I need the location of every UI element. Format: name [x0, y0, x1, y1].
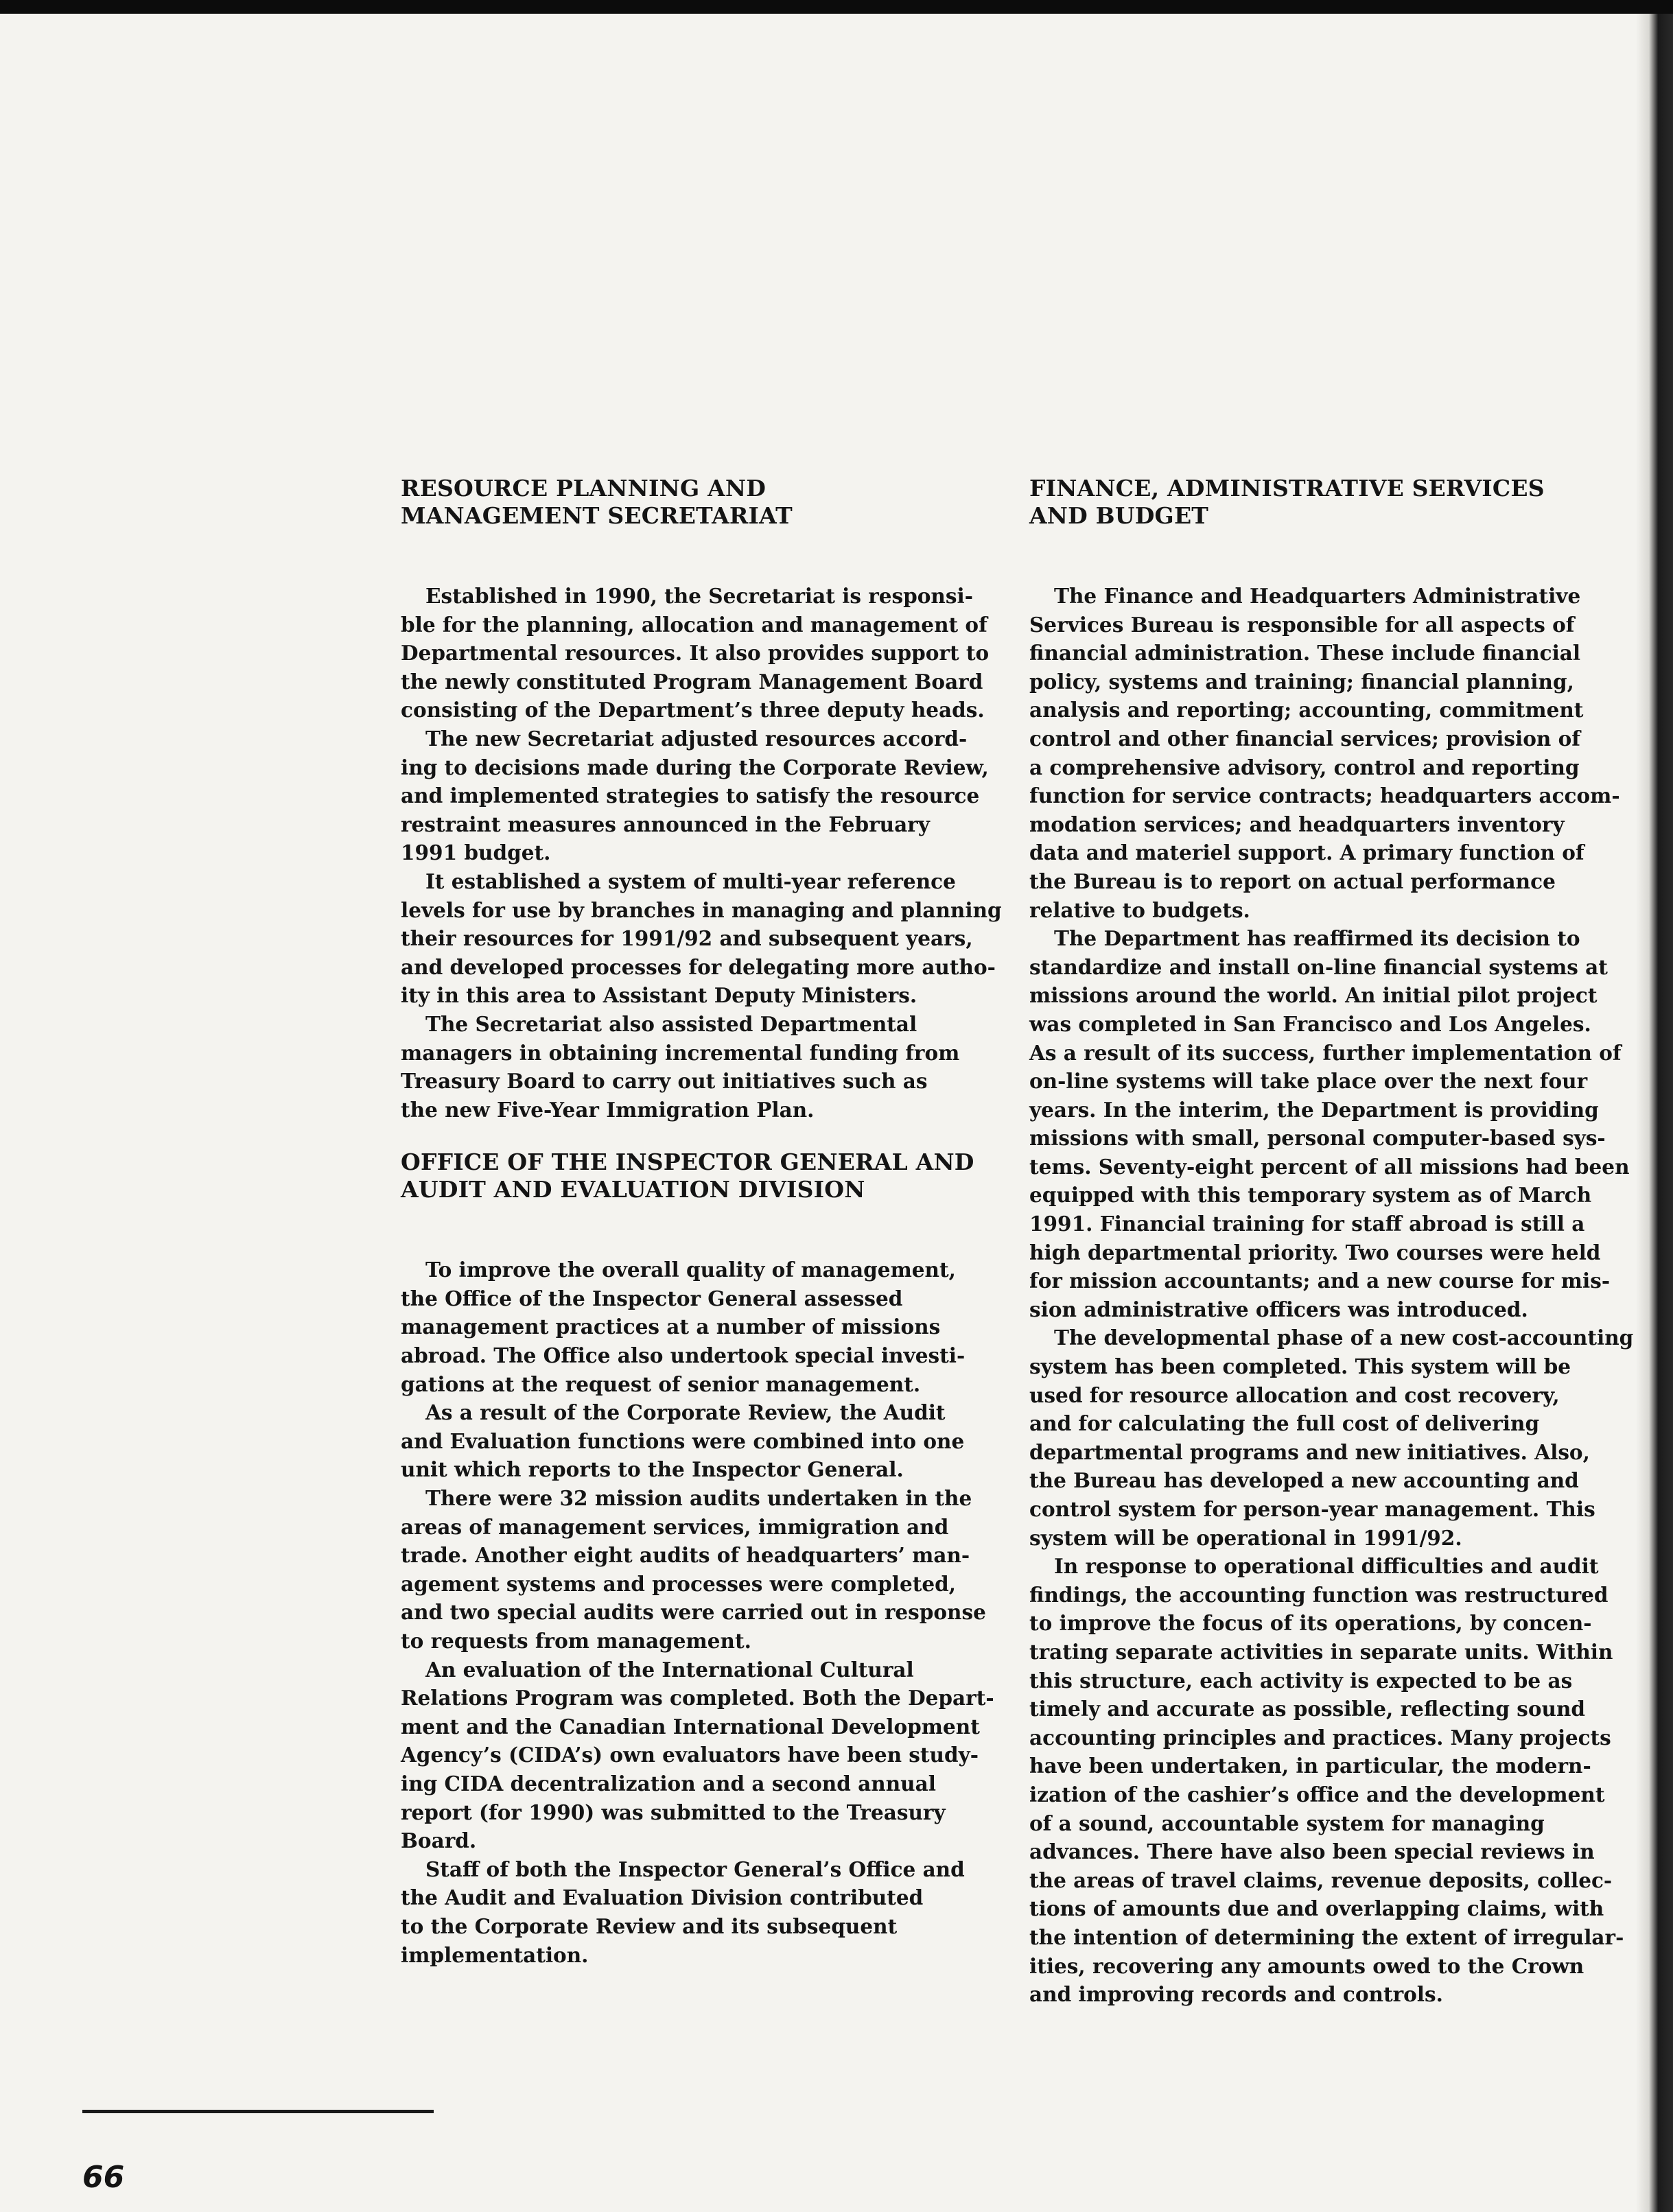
text-line: the Office of the Inspector General assessed: [401, 1286, 903, 1310]
text-line: relative to budgets.: [1029, 897, 1250, 922]
text-line: implementation.: [401, 1942, 589, 1967]
text-line: the Audit and Evaluation Division contributed: [401, 1885, 924, 1910]
text-line: ing to decisions made during the Corporate Review,: [401, 755, 989, 779]
text-line: tems. Seventy-eight percent of all missions had been: [1029, 1154, 1630, 1179]
text-line: Staff of both the Inspector General’s Office and: [425, 1857, 965, 1881]
body-paragraph: [401, 582, 991, 725]
left-column: [401, 475, 1002, 1969]
text-line: Treasury Board to carry out initiatives such as: [401, 1069, 928, 1094]
text-line: to the Corporate Review and its subsequent: [401, 1914, 898, 1938]
text-line: system has been completed. This system will be: [1029, 1354, 1571, 1379]
heading-line: FINANCE, ADMINISTRATIVE SERVICES: [1029, 475, 1545, 502]
right-column: [1029, 475, 1634, 2009]
text-line: and developed processes for delegating more autho-: [401, 954, 996, 979]
text-line: restraint measures announced in the February: [401, 812, 930, 836]
body-paragraph: [1029, 1552, 1624, 2009]
body-paragraph: [1029, 582, 1619, 924]
body-paragraph: [401, 1010, 991, 1124]
text-line: and implemented strategies to satisfy the resource: [401, 784, 980, 808]
text-line: and improving records and controls.: [1029, 1982, 1443, 2007]
footer-rule: [82, 2110, 434, 2113]
text-line: function for service contracts; headquarters accom-: [1029, 784, 1620, 808]
text-line: Relations Program was completed. Both the Depart-: [401, 1686, 994, 1710]
text-line: tions of amounts due and overlapping claims, with: [1029, 1896, 1604, 1921]
text-line: Departmental resources. It also provides support to: [401, 641, 990, 666]
section-heading: [1029, 475, 1619, 530]
body-paragraph: [401, 867, 1002, 1010]
text-line: report (for 1990) was submitted to the Treasury: [401, 1800, 946, 1824]
text-line: trating separate activities in separate units. Within: [1029, 1639, 1613, 1664]
text-line: the areas of travel claims, revenue deposits, collec-: [1029, 1868, 1613, 1892]
text-line: The Finance and Headquarters Administrative: [1054, 584, 1581, 608]
body-paragraph: [401, 725, 991, 867]
body-paragraph: [401, 1484, 991, 1656]
text-line: ization of the cashier’s office and the development: [1029, 1782, 1605, 1807]
section-heading: [401, 475, 991, 530]
text-line: to improve the focus of its operations, by concen-: [1029, 1611, 1592, 1636]
text-line: the Bureau has developed a new accounting and: [1029, 1468, 1579, 1493]
text-line: ment and the Canadian International Development: [401, 1714, 980, 1739]
text-line: a comprehensive advisory, control and reporting: [1029, 755, 1580, 779]
text-line: ity in this area to Assistant Deputy Ministers.: [401, 983, 917, 1008]
text-line: The new Secretariat adjusted resources accord-: [425, 726, 968, 751]
text-line: abroad. The Office also undertook special investi-: [401, 1343, 966, 1368]
text-line: The Department has reaffirmed its decision to: [1054, 926, 1580, 951]
text-line: standardize and install on-line financial systems at: [1029, 954, 1608, 979]
section-gap: [401, 1124, 991, 1149]
text-line: management practices at a number of missions: [401, 1315, 941, 1339]
body-paragraph: [401, 1398, 991, 1484]
text-line: for mission accountants; and a new course for mis-: [1029, 1269, 1611, 1293]
section-heading: [401, 1149, 991, 1203]
text-line: policy, systems and training; financial planning,: [1029, 669, 1574, 694]
scan-top-border: [0, 0, 1673, 14]
text-line: and Evaluation functions were combined into one: [401, 1428, 965, 1453]
text-line: on-line systems will take place over the next four: [1029, 1069, 1588, 1094]
text-line: the newly constituted Program Management Board: [401, 669, 983, 694]
text-line: data and materiel support. A primary function of: [1029, 840, 1584, 865]
text-line: The Secretariat also assisted Departmental: [425, 1011, 917, 1036]
text-line: managers in obtaining incremental funding from: [401, 1040, 960, 1065]
text-line: findings, the accounting function was restructured: [1029, 1582, 1608, 1607]
text-line: accounting principles and practices. Many projects: [1029, 1725, 1611, 1750]
text-line: areas of management services, immigration and: [401, 1514, 949, 1539]
body-paragraph: [401, 1855, 991, 1969]
text-line: To improve the overall quality of management,: [425, 1258, 956, 1282]
text-line: advances. There have also been special reviews in: [1029, 1839, 1595, 1864]
text-line: high departmental priority. Two courses were held: [1029, 1240, 1601, 1264]
text-line: missions with small, personal computer-based sys-: [1029, 1126, 1606, 1151]
text-line: ble for the planning, allocation and management of: [401, 612, 987, 637]
text-line: system will be operational in 1991/92.: [1029, 1525, 1462, 1550]
heading-line: AND BUDGET: [1029, 502, 1209, 529]
text-line: ities, recovering any amounts owed to the Crown: [1029, 1953, 1584, 1978]
text-line: It established a system of multi-year reference: [425, 869, 956, 893]
text-line: this structure, each activity is expected to be as: [1029, 1668, 1573, 1693]
heading-line: MANAGEMENT SECRETARIAT: [401, 502, 793, 529]
text-line: consisting of the Department’s three deputy heads.: [401, 698, 985, 722]
scan-right-edge: [1636, 14, 1673, 2212]
page-number: 66: [82, 2160, 125, 2195]
text-line: of a sound, accountable system for managing: [1029, 1811, 1545, 1835]
body-paragraph: [401, 1656, 994, 1855]
text-line: agement systems and processes were completed,: [401, 1571, 957, 1596]
text-line: modation services; and headquarters inventory: [1029, 812, 1565, 836]
text-line: Established in 1990, the Secretariat is responsi-: [425, 584, 973, 608]
text-line: equipped with this temporary system as of March: [1029, 1183, 1592, 1208]
text-line: An evaluation of the International Cultural: [425, 1657, 914, 1682]
text-line: and for calculating the full cost of delivering: [1029, 1411, 1540, 1436]
heading-line: AUDIT AND EVALUATION DIVISION: [401, 1176, 865, 1203]
text-line: used for resource allocation and cost recovery,: [1029, 1382, 1560, 1407]
heading-line: OFFICE OF THE INSPECTOR GENERAL AND: [401, 1149, 974, 1176]
heading-line: RESOURCE PLANNING AND: [401, 475, 767, 502]
text-line: years. In the interim, the Department is providing: [1029, 1097, 1599, 1122]
text-line: Agency’s (CIDA’s) own evaluators have been study-: [401, 1743, 979, 1767]
text-line: their resources for 1991/92 and subsequent years,: [401, 926, 973, 951]
text-line: control system for person-year management. This: [1029, 1497, 1595, 1521]
body-paragraph: [401, 1256, 991, 1398]
text-line: In response to operational difficulties and audit: [1054, 1554, 1599, 1579]
text-line: 1991 budget.: [401, 840, 551, 865]
text-line: the new Five-Year Immigration Plan.: [401, 1097, 815, 1122]
text-line: trade. Another eight audits of headquarters’ man-: [401, 1543, 970, 1568]
text-line: As a result of the Corporate Review, the Audit: [425, 1400, 946, 1425]
text-line: As a result of its success, further implementation of: [1029, 1040, 1622, 1065]
text-line: analysis and reporting; accounting, commitment: [1029, 698, 1584, 722]
text-line: The developmental phase of a new cost-accounting: [1054, 1326, 1634, 1350]
text-line: to requests from management.: [401, 1629, 751, 1653]
text-line: have been undertaken, in particular, the modern-: [1029, 1754, 1591, 1778]
text-line: financial administration. These include financial: [1029, 641, 1581, 666]
text-line: was completed in San Francisco and Los Angeles.: [1029, 1011, 1591, 1036]
text-line: ing CIDA decentralization and a second annual: [401, 1771, 936, 1796]
text-line: unit which reports to the Inspector General.: [401, 1457, 904, 1482]
text-line: There were 32 mission audits undertaken in the: [425, 1486, 972, 1511]
text-line: the Bureau is to report on actual performance: [1029, 869, 1556, 893]
body-paragraph: [1029, 924, 1630, 1323]
text-line: and two special audits were carried out in response: [401, 1600, 986, 1625]
text-line: levels for use by branches in managing and planning: [401, 897, 1002, 922]
text-line: timely and accurate as possible, reflecting sound: [1029, 1697, 1586, 1721]
text-line: Services Bureau is responsible for all aspects of: [1029, 612, 1575, 637]
text-line: gations at the request of senior management.: [401, 1372, 921, 1396]
text-line: departmental programs and new initiatives. Also,: [1029, 1439, 1590, 1464]
text-line: the intention of determining the extent of irregular-: [1029, 1925, 1624, 1949]
text-line: sion administrative officers was introduced.: [1029, 1297, 1528, 1321]
text-line: 1991. Financial training for staff abroad is still a: [1029, 1212, 1585, 1236]
text-line: Board.: [401, 1828, 477, 1853]
body-paragraph: [1029, 1323, 1634, 1552]
text-line: missions around the world. An initial pilot project: [1029, 983, 1598, 1008]
text-line: control and other financial services; provision of: [1029, 726, 1580, 751]
